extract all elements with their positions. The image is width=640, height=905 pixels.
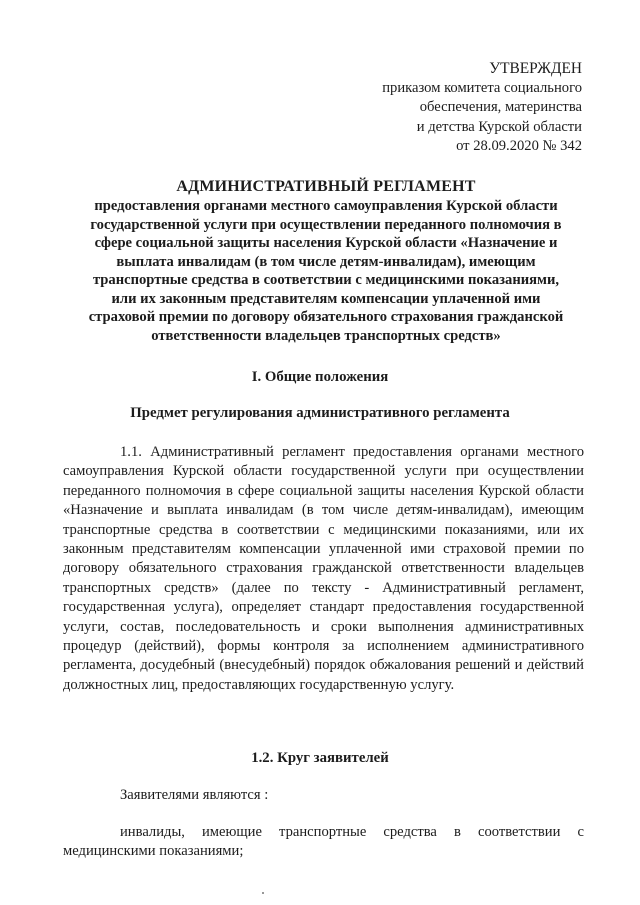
subsection-heading-subject: Предмет регулирования административного регламента (130, 405, 510, 421)
approval-line-1: приказом комитета социального (382, 79, 582, 96)
applicants-intro: Заявителями являются : (120, 787, 269, 803)
scan-speck (262, 892, 264, 894)
approval-line-2: обеспечения, материнства (419, 99, 582, 115)
paragraph-1-1: 1.1. Административный регламент предоставления органами местного самоуправления Курской области государственной услуги при осуществлении переданного полномочия в сфере социальной защиты населения Курской области «Назначение и выплата инвалидам (в том числе детям-инвалидам), имеющим транспортные средства в соответствии с медицинскими показаниями, или их законным представителям компенсации уплаченной ими страховой премии по договору обязательного страхования гражданской ответственности владельцев транспортных средств» (далее по тексту - Административный регламент, государственная услуга), определяет стандарт предоставления государственной услуги, состав, последовательность и сроки выполнения административных процедур (действий), формы контроля за исполнением административного регламента, досудебный (внесудебный) порядок обжалования решений и действий должностных лиц, предоставляющих государственную услугу. (63, 444, 584, 693)
approval-date-number: от 28.09.2020 № 342 (456, 138, 582, 154)
approval-stamp: УТВЕРЖДЕН (489, 60, 582, 77)
document-subtitle: предоставления органами местного самоуправления Курской области государственной услуги при осуществлении переданного полномочия в сфере социальной защиты населения Курской области «Назначение и выплата инвалидам (в том числе детям-инвалидам), имеющим транспортные средства в соответствии с медицинскими показаниями, или их законным представителям компенсации уплаченной ими страховой премии по договору обязательного страхования гражданской ответственности владельцев транспортных средств» (88, 198, 564, 344)
approval-line-3: и детства Курской области (416, 118, 582, 135)
section-heading-general: I. Общие положения (251, 369, 389, 385)
document-title: АДМИНИСТРАТИВНЫЙ РЕГЛАМЕНТ (176, 178, 476, 195)
approval-stamp-block (382, 59, 582, 157)
applicant-item-1: инвалиды, имеющие транспортные средства в соответствии с медицинскими показаниями; (63, 824, 584, 860)
section-heading-applicants: 1.2. Круг заявителей (251, 750, 389, 766)
document-title-block (82, 177, 570, 345)
